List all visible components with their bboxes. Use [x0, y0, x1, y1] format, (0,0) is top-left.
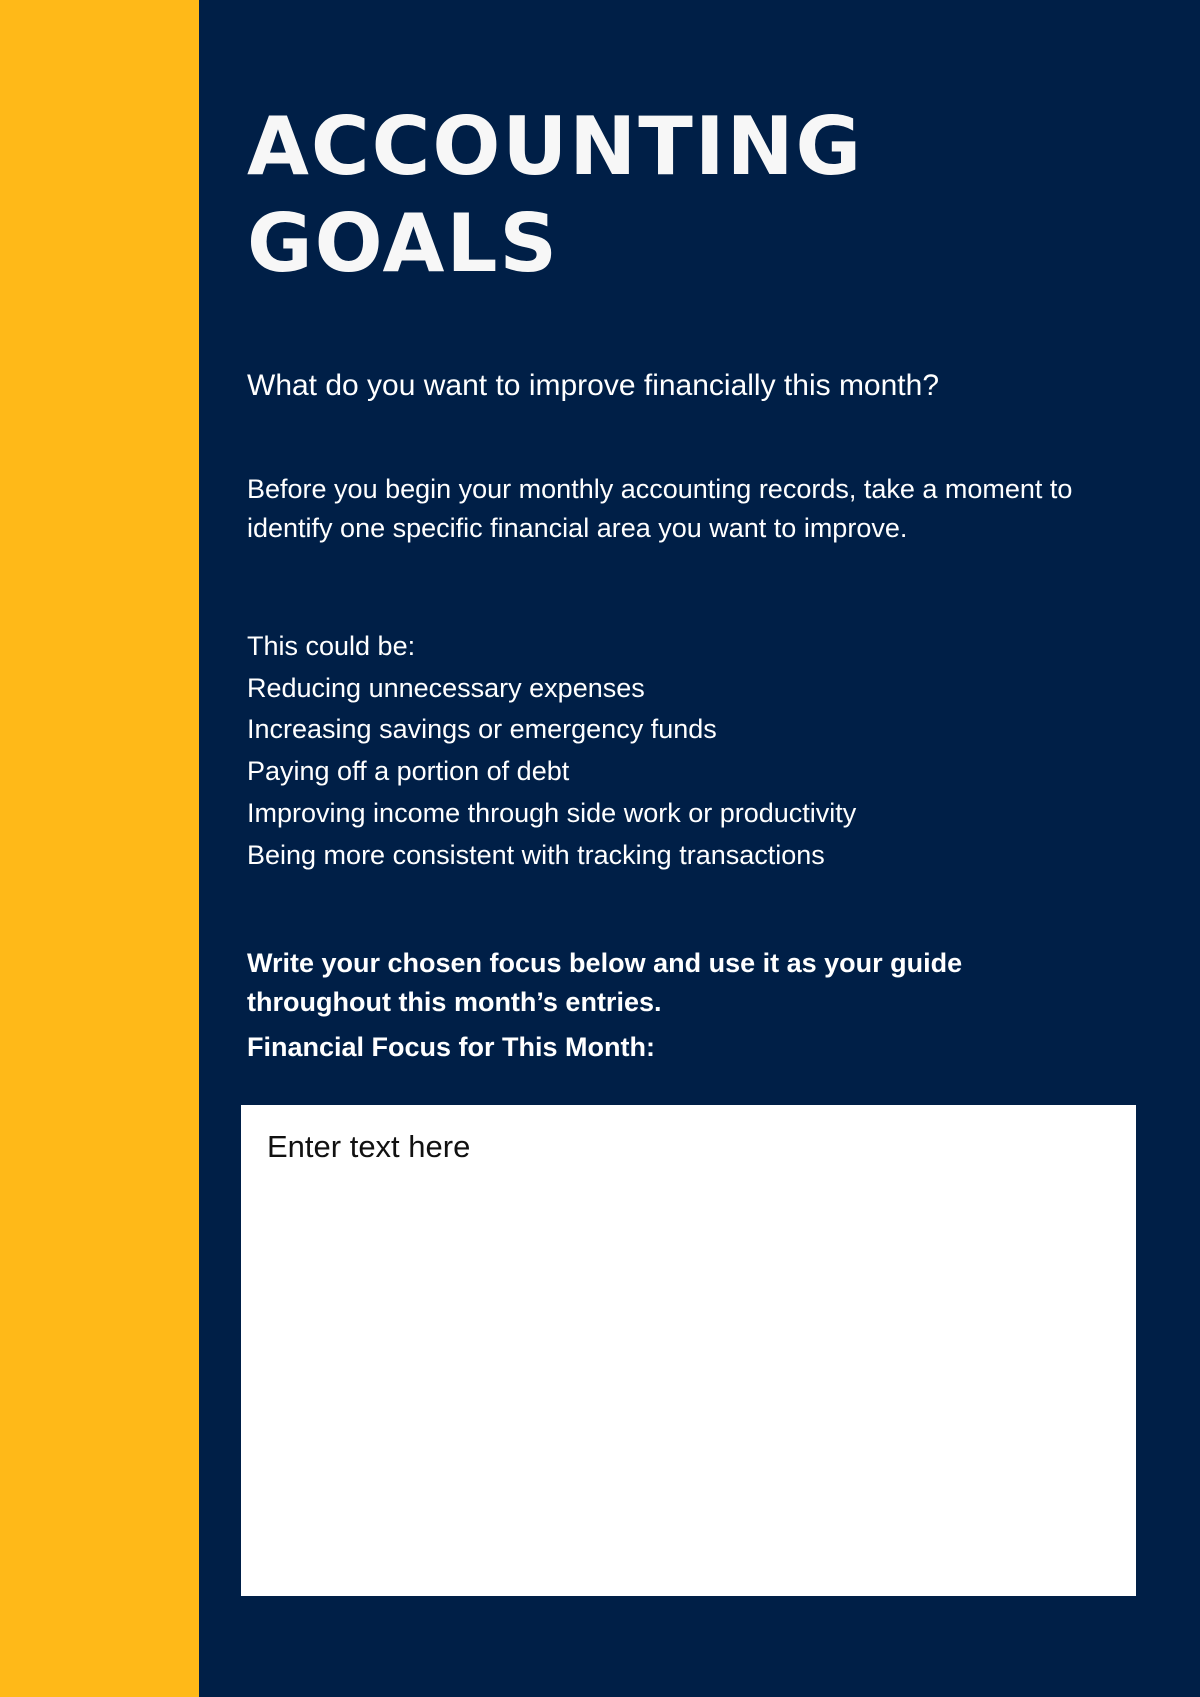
guiding-question: What do you want to improve financially this month?: [247, 369, 940, 402]
financial-focus-label: Financial Focus for This Month:: [247, 1032, 655, 1062]
title-line-2: GOALS: [247, 197, 560, 290]
page-title: [247, 98, 863, 292]
option-item: Reducing unnecessary expenses: [247, 672, 645, 703]
title-line-1: ACCOUNTING: [247, 100, 864, 193]
focus-options: [247, 626, 856, 876]
financial-focus-input[interactable]: [267, 1127, 1110, 1574]
financial-focus-box[interactable]: [241, 1105, 1136, 1596]
instruction-text: Write your chosen focus below and use it as your guide throughout this month’s entries.: [247, 948, 963, 1017]
option-item: Being more consistent with tracking transactions: [247, 839, 825, 870]
options-heading: This could be:: [247, 631, 416, 661]
intro-paragraph: Before you begin your monthly accounting records, take a moment to identify one specific financial area you want to improve.: [247, 474, 1073, 543]
option-item: Paying off a portion of debt: [247, 756, 570, 787]
side-accent-band: [0, 0, 199, 1697]
goals-page: [199, 0, 1200, 1697]
option-item: Improving income through side work or productivity: [247, 797, 857, 828]
option-item: Increasing savings or emergency funds: [247, 714, 717, 745]
options-list: [247, 668, 856, 877]
